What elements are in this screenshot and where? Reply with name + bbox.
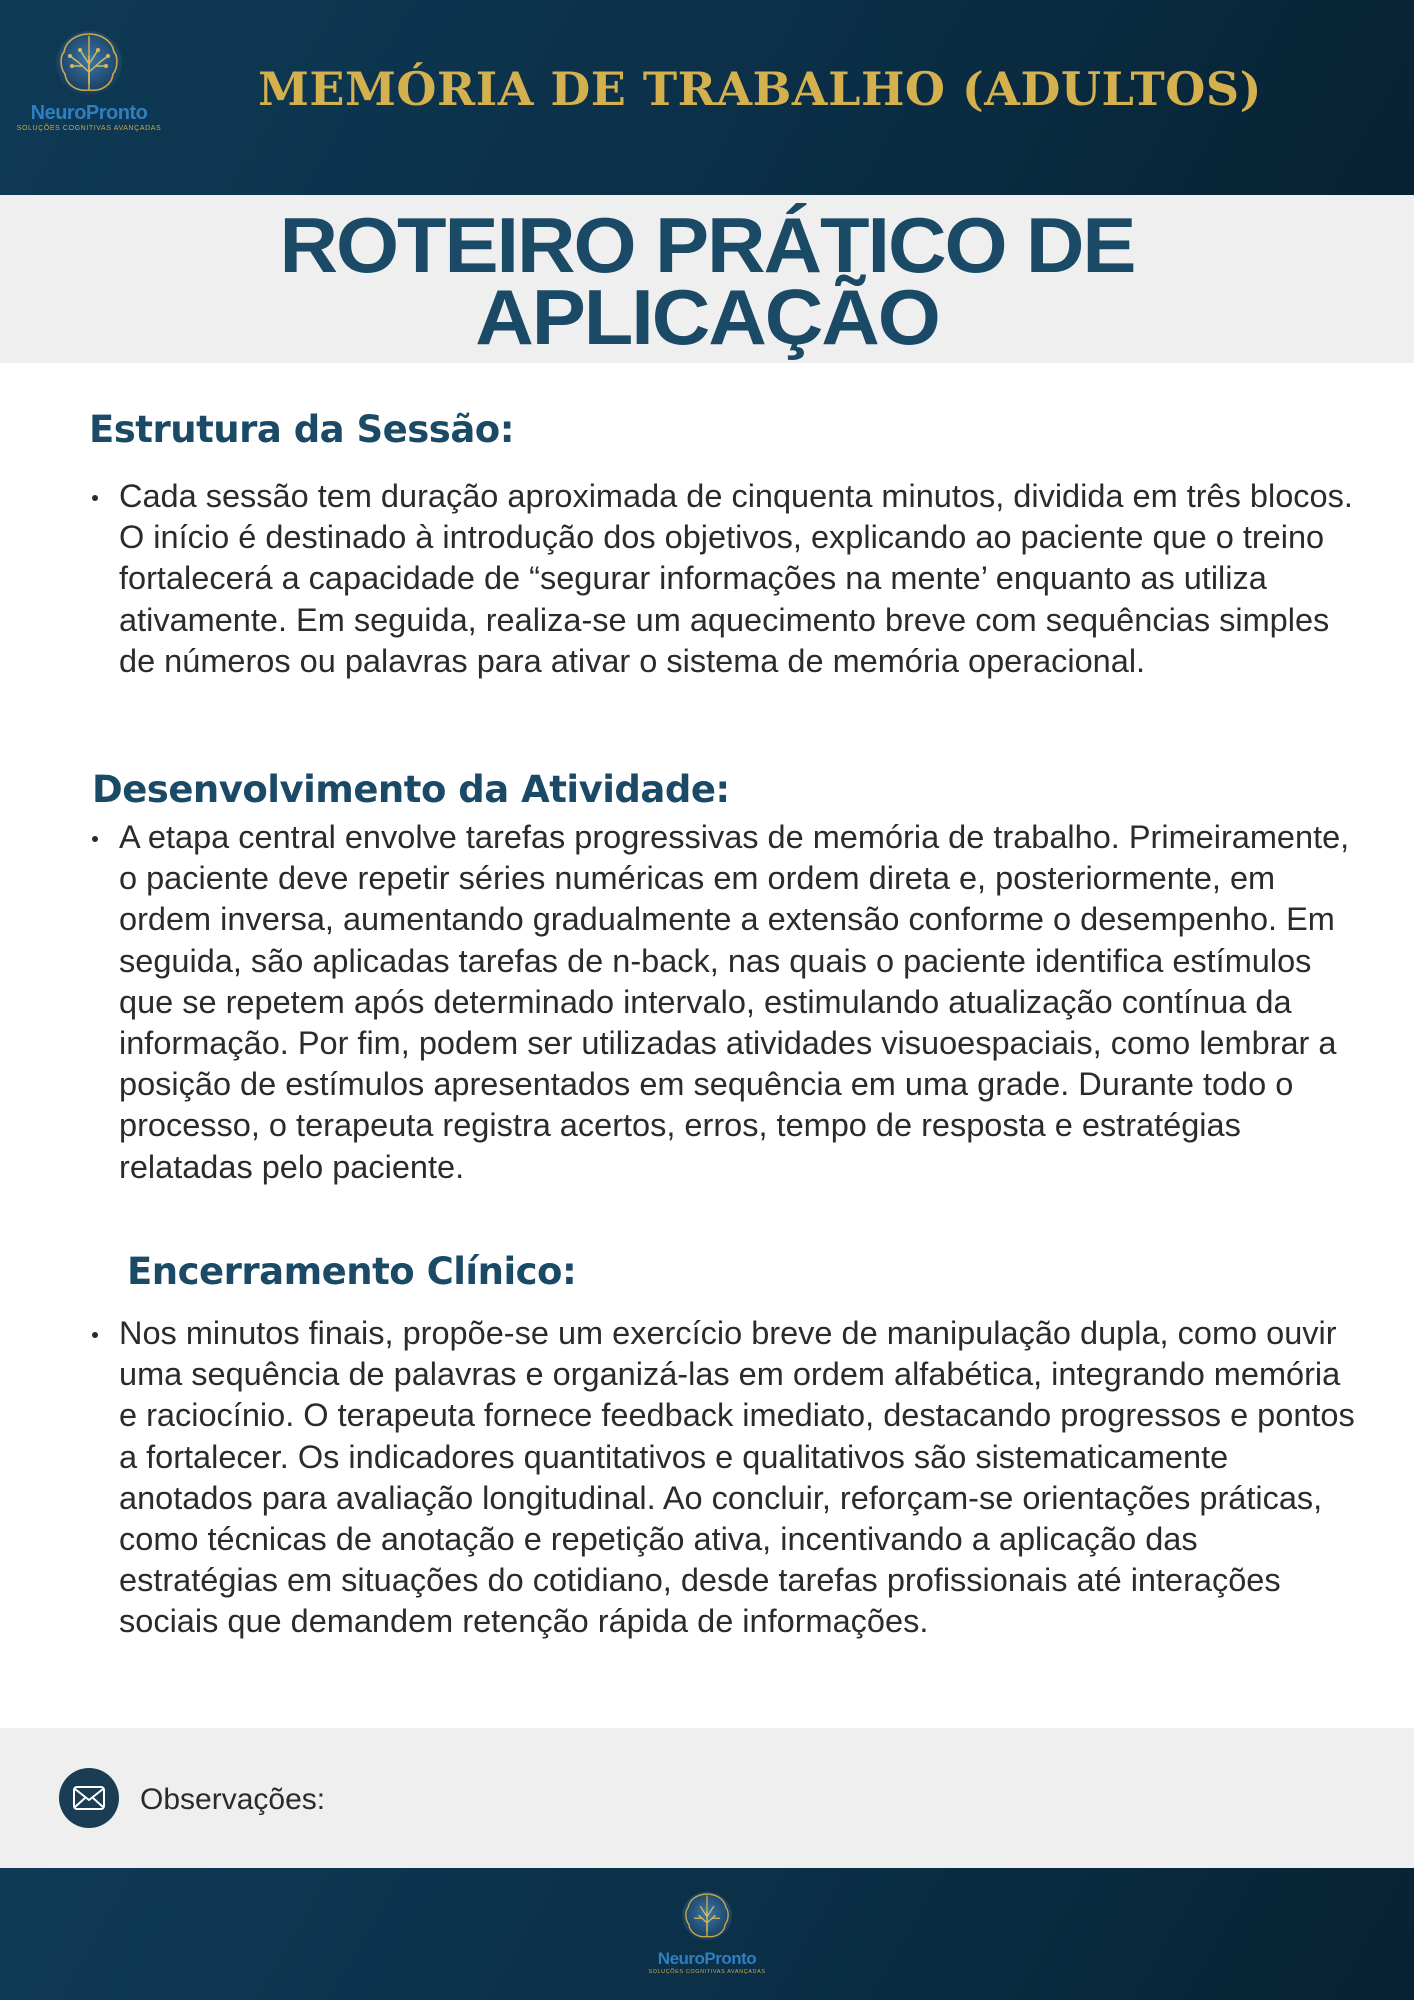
footer-logo-tagline: SOLUÇÕES COGNITIVAS AVANÇADAS xyxy=(648,1969,766,1975)
page-title-line-1: ROTEIRO PRÁTICO DE xyxy=(279,201,1135,289)
page-footer xyxy=(0,1868,1414,2000)
logo-name: NeuroPronto xyxy=(30,102,148,124)
footer-logo xyxy=(632,1888,782,1975)
section-heading-encerramento: Encerramento Clínico: xyxy=(127,1250,577,1293)
logo-tagline: SOLUÇÕES COGNITIVAS AVANÇADAS xyxy=(16,125,162,132)
notes-label: Observações: xyxy=(140,1783,326,1816)
list-item: Cada sessão tem duração aproximada de cinquenta minutos, dividida em três blocos. O início é destinado à introdução dos objetivos, explicando ao paciente que o treino fortalecerá a capacidade de “segurar informações na mente’ enquanto as utiliza ativamente. Em seguida, realiza-se um aquecimento breve com sequências simples de números ou palavras para ativar o sistema de memória operacional. xyxy=(88,476,1358,682)
brain-icon xyxy=(679,1888,735,1944)
brand-logo xyxy=(14,26,164,132)
section-list-estrutura xyxy=(88,476,1358,682)
section-heading-estrutura: Estrutura da Sessão: xyxy=(89,408,515,451)
footer-logo-name: NeuroPronto xyxy=(657,1949,757,1968)
section-list-encerramento xyxy=(88,1313,1358,1643)
mail-icon xyxy=(59,1768,119,1828)
page-title xyxy=(0,201,1414,361)
list-item: Nos minutos finais, propõe-se um exercício breve de manipulação dupla, como ouvir uma sequência de palavras e organizá-las em ordem alfabética, integrando memória e raciocínio. O terapeuta fornece feedback imediato, destacando progressos e pontos a fortalecer. Os indicadores quantitativos e qualitativos são sistematicamente anotados para avaliação longitudinal. Ao concluir, reforçam-se orientações práticas, como técnicas de anotação e repetição ativa, incentivando a aplicação das estratégias em situações do cotidiano, desde tarefas profissionais até interações sociais que demandem retenção rápida de informações. xyxy=(88,1313,1358,1643)
page-title-line-2: APLICAÇÃO xyxy=(475,273,939,361)
page-header xyxy=(0,0,1414,195)
notes-band xyxy=(0,1728,1414,1868)
section-heading-desenvolvimento: Desenvolvimento da Atividade: xyxy=(92,768,730,811)
brain-icon xyxy=(52,26,126,100)
list-item: A etapa central envolve tarefas progressivas de memória de trabalho. Primeiramente, o paciente deve repetir séries numéricas em ordem direta e, posteriormente, em ordem inversa, aumentando gradualmente a extensão conforme o desempenho. Em seguida, são aplicadas tarefas de n-back, nas quais o paciente identifica estímulos que se repetem após determinado intervalo, estimulando atualização contínua da informação. Por fim, podem ser utilizadas atividades visuoespaciais, como lembrar a posição de estímulos apresentados em sequência em uma grade. Durante todo o processo, o terapeuta registra acertos, erros, tempo de resposta e estratégias relatadas pelo paciente. xyxy=(88,817,1358,1188)
section-list-desenvolvimento xyxy=(88,817,1358,1188)
title-band xyxy=(0,195,1414,363)
header-title: MEMÓRIA DE TRABALHO (ADULTOS) xyxy=(258,62,1262,116)
